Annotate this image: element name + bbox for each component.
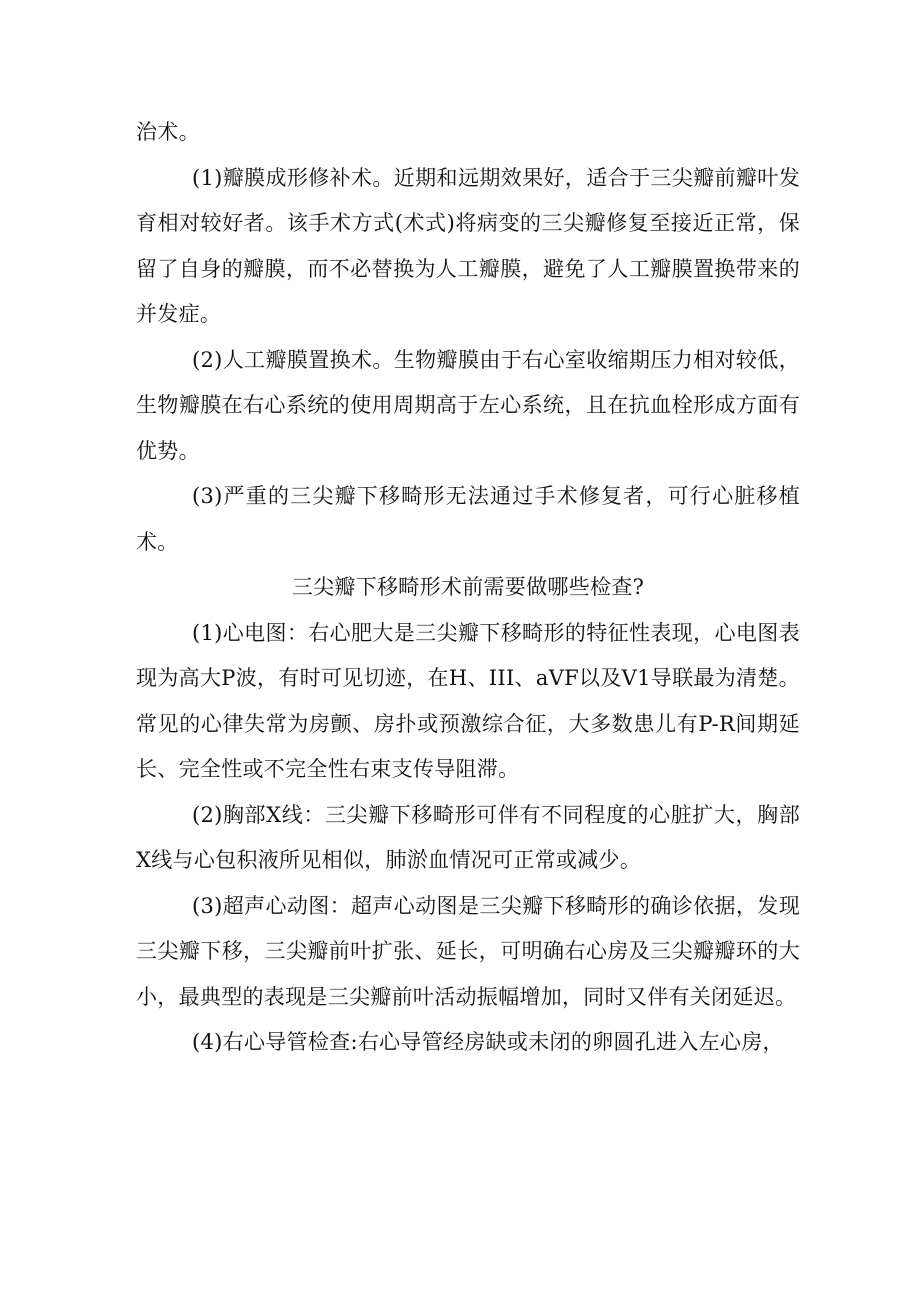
paragraph-right-heart-catheter: (4)右心导管检查:右心导管经房缺或未闭的卵圆孔进入左心房， — [192, 1030, 784, 1054]
paragraph-echocardiogram: (3)超声心动图：超声心动图是三尖瓣下移畸形的确诊依据，发现三尖瓣下移，三尖瓣前叶扩张、延长，可明确右心房及三尖瓣瓣环的大小，最典型的表现是三尖瓣前叶活动振幅增加，同时又伴有关闭延迟。 — [136, 893, 800, 1009]
paragraph-valve-replacement: (2)人工瓣膜置换术。生物瓣膜由于右心室收缩期压力相对较低，生物瓣膜在右心系统的使用周期高于左心系统，且在抗血栓形成方面有优势。 — [136, 347, 800, 463]
section-heading: 三尖瓣下移畸形术前需要做哪些检查? — [291, 575, 645, 599]
document-page — [136, 110, 800, 1066]
paragraph-heart-transplant: (3)严重的三尖瓣下移畸形无法通过手术修复者，可行心脏移植术。 — [136, 484, 800, 554]
paragraph-chest-xray: (2)胸部X线：三尖瓣下移畸形可伴有不同程度的心脏扩大，胸部X线与心包积液所见相似，肺淤血情况可正常或减少。 — [136, 802, 800, 872]
paragraph-ecg: (1)心电图：右心肥大是三尖瓣下移畸形的特征性表现，心电图表现为高大P波，有时可见切迹，在H、III、aVF以及V1导联最为清楚。常见的心律失常为房颤、房扑或预激综合征，大多数患儿有P-R间期延长、完全性或不完全性右束支传导阻滞。 — [136, 620, 800, 781]
paragraph-valvuloplasty: (1)瓣膜成形修补术。近期和远期效果好，适合于三尖瓣前瓣叶发育相对较好者。该手术方式(术式)将病变的三尖瓣修复至接近正常，保留了自身的瓣膜，而不必替换为人工瓣膜，避免了人工瓣膜置换带来的并发症。 — [136, 165, 800, 326]
paragraph-continuation: 治术。 — [136, 120, 200, 144]
